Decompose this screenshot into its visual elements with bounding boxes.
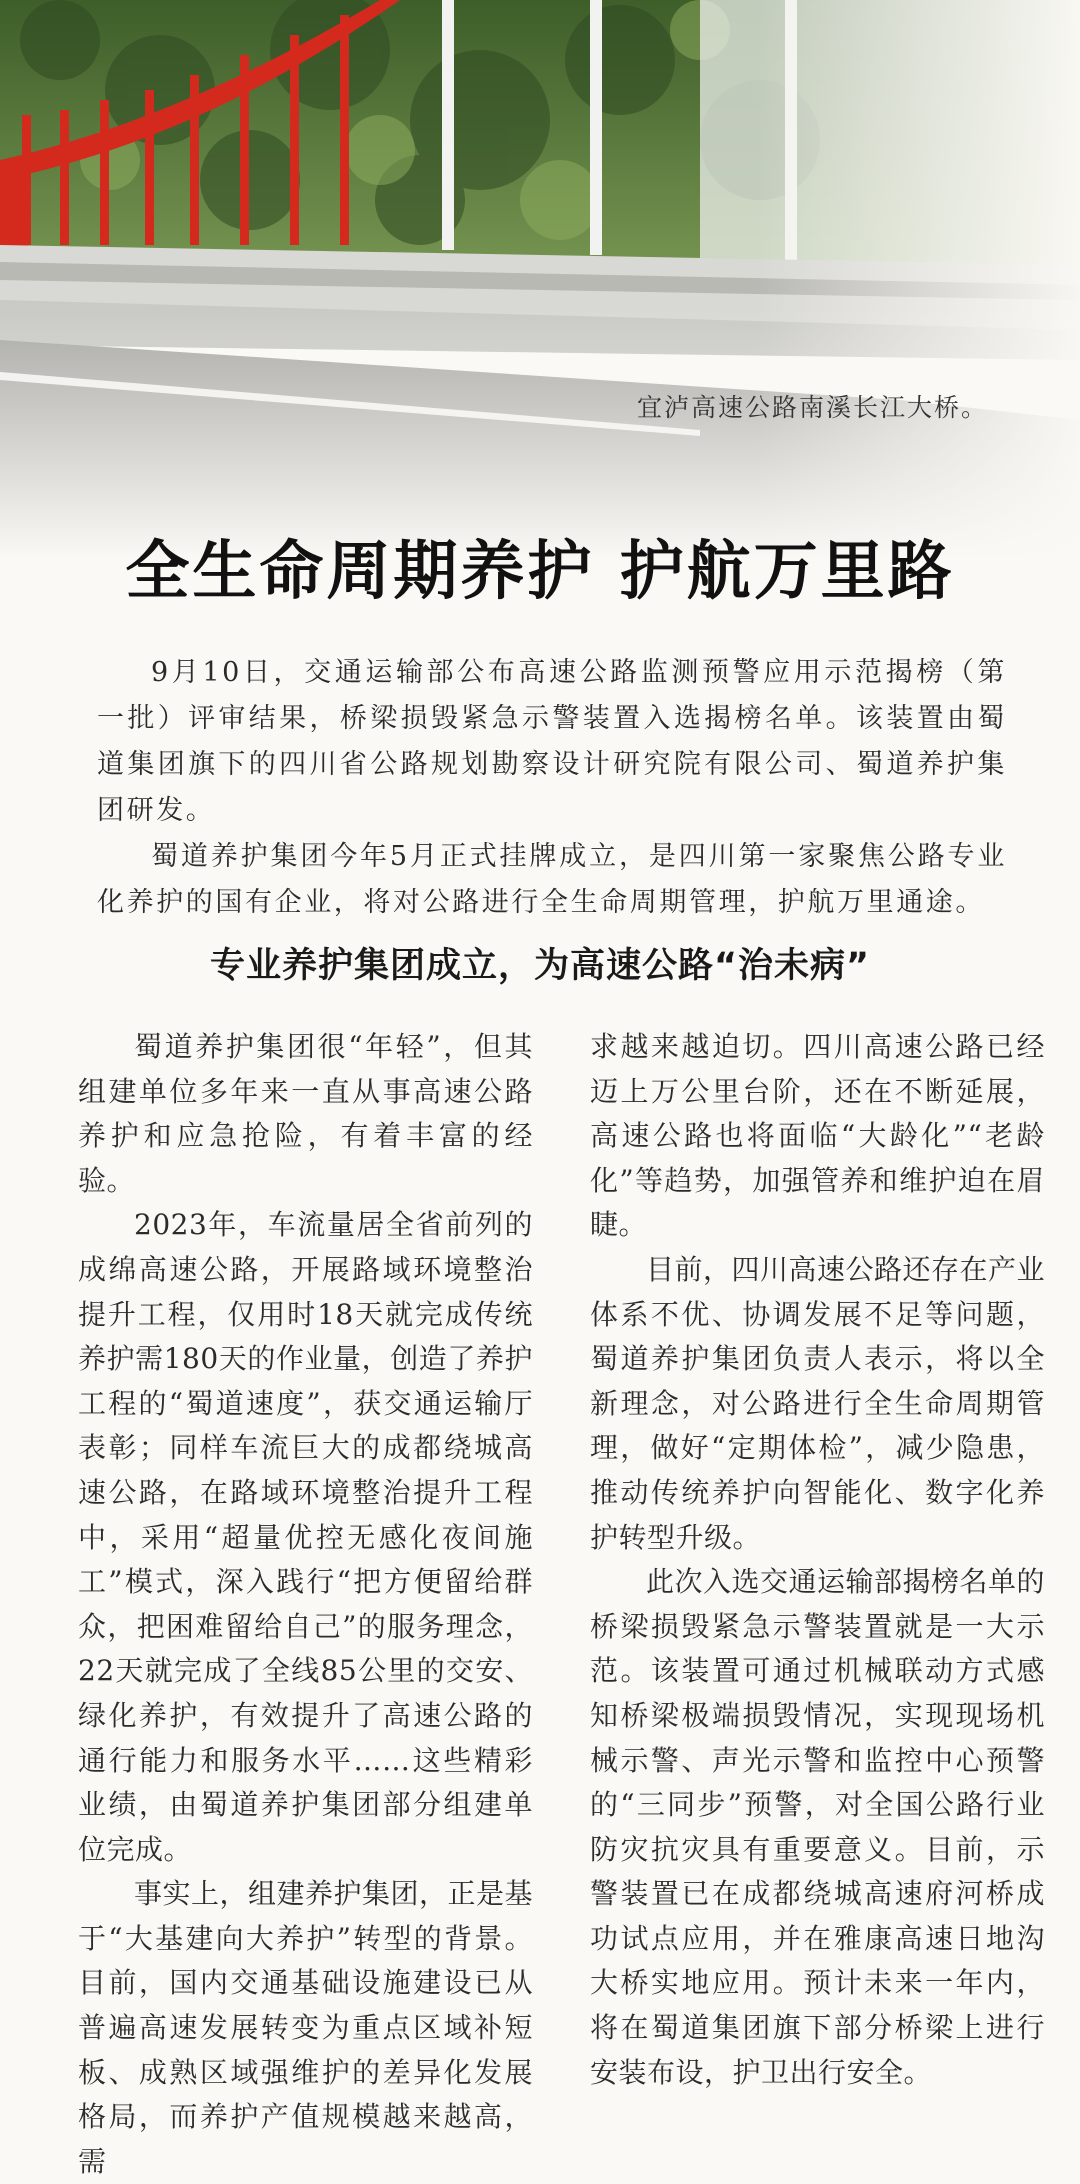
lead-paragraph: 蜀道养护集团今年5月正式挂牌成立，是四川第一家聚焦公路专业化养护的国有企业，将对公路进行全生命周期管理，护航万里通途。 bbox=[97, 841, 1007, 918]
body-paragraph: 此次入选交通运输部揭榜名单的桥梁损毁紧急示警装置就是一大示范。该装置可通过机械联动方式感知桥梁极端损毁情况，实现现场机械示警、声光示警和监控中心预警的“三同步”预警，对全国公路行业防灾抗灾具有重要意义。目前，示警装置已在成都绕城高速府河桥成功试点应用，并在雅康高速日地沟大桥实地应用。预计未来一年内，将在蜀道集团旗下部分桥梁上进行安装布设，护卫出行安全。 bbox=[590, 1565, 1046, 2089]
body-paragraph: 蜀道养护集团很“年轻”，但其组建单位多年来一直从事高速公路养护和应急抢险，有着丰富的经验。 bbox=[78, 1030, 533, 1197]
body-paragraph: 目前，四川高速公路还存在产业体系不优、协调发展不足等问题，蜀道养护集团负责人表示，将以全新理念，对公路进行全生命周期管理，做好“定期体检”，减少隐患，推动传统养护向智能化、数字化养护转型升级。 bbox=[590, 1252, 1046, 1554]
bridge-photo bbox=[0, 0, 1080, 560]
left-column bbox=[78, 1025, 533, 2184]
photo-caption: 宜泸高速公路南溪长江大桥。 bbox=[636, 393, 988, 422]
right-column bbox=[590, 1025, 1045, 2095]
section-subheading: 专业养护集团成立，为高速公路“治未病” bbox=[209, 946, 870, 986]
body-paragraph-continued: 求越来越迫切。四川高速公路已经迈上万公里台阶，还在不断延展，高速公路也将面临“大龄化”“老龄化”等趋势，加强管养和维护迫在眉睫。 bbox=[590, 1030, 1045, 1242]
headline: 全生命周期养护 护航万里路 bbox=[125, 535, 955, 609]
lead-section bbox=[97, 650, 1007, 926]
body-paragraph: 2023年，车流量居全省前列的成绵高速公路，开展路域环境整治提升工程，仅用时18天就完成传统养护需180天的作业量，创造了养护工程的“蜀道速度”，获交通运输厅表彰；同样车流巨大的成都绕城高速公路，在路域环境整治提升工程中，采用“超量优控无感化夜间施工”模式，深入践行“把方便留给群众，把困难留给自己”的服务理念，22天就完成了全线85公里的交安、绿化养护，有效提升了高速公路的通行能力和服务水平……这些精彩业绩，由蜀道养护集团部分组建单位完成。 bbox=[78, 1208, 533, 1866]
lead-paragraph: 9月10日，交通运输部公布高速公路监测预警应用示范揭榜（第一批）评审结果，桥梁损毁紧急示警装置入选揭榜名单。该装置由蜀道集团旗下的四川省公路规划勘察设计研究院有限公司、蜀道养护集团研发。 bbox=[97, 657, 1007, 826]
body-paragraph: 事实上，组建养护集团，正是基于“大基建向大养护”转型的背景。目前，国内交通基础设施建设已从普遍高速发展转变为重点区域补短板、成熟区域强维护的差异化发展格局，而养护产值规模越来越高，需 bbox=[78, 1877, 534, 2178]
